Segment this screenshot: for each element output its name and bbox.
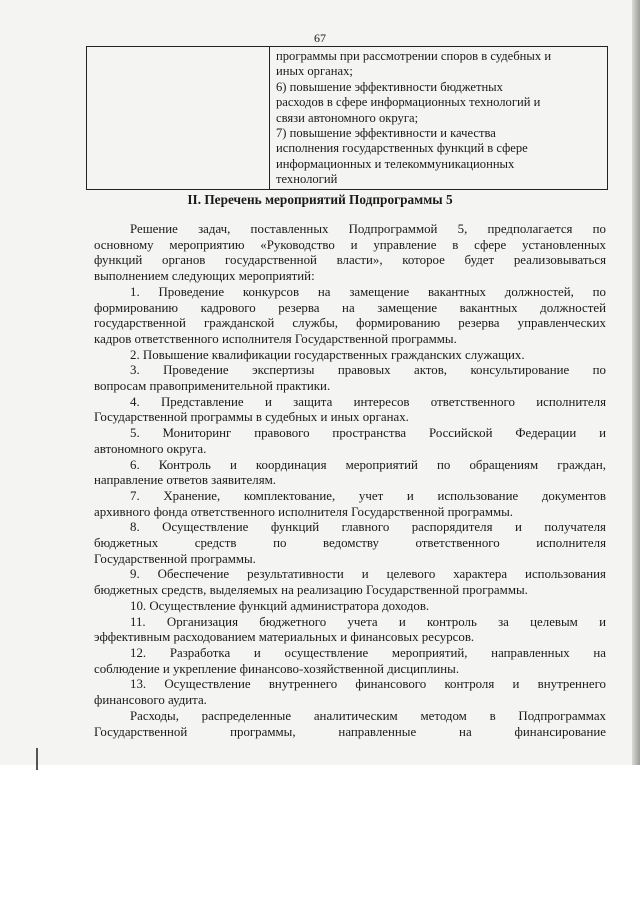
body-line: 13. Осуществление внутреннего финансового контроля и внутреннего <box>130 677 606 692</box>
body-line: 5. Мониторинг правового пространства Российской Федерации и <box>130 426 606 441</box>
body-line: Государственной программы в судебных и иных органах. <box>94 410 409 425</box>
body-line: основному мероприятию «Руководство и управление в сфере установленных <box>94 237 606 252</box>
body-line: бюджетных средств, выделяемых на реализацию Государственной программы. <box>94 583 528 598</box>
body-line: кадров ответственного исполнителя Государственной программы. <box>94 331 457 346</box>
body-line: формированию кадрового резерва на замещение вакантных должностей <box>94 300 606 315</box>
table-cell-line: 6) повышение эффективности бюджетных <box>276 79 503 94</box>
body-line: Расходы, распределенные аналитическим методом в Подпрограммах <box>130 708 606 723</box>
body-line: вопросам правоприменительной практики. <box>94 379 331 394</box>
body-line: 3. Проведение экспертизы правовых актов, консультирование по <box>130 363 606 378</box>
body-line: финансового аудита. <box>94 693 207 708</box>
body-line: 10. Осуществление функций администратора доходов. <box>130 598 430 613</box>
body-line: 2. Повышение квалификации государственных гражданских служащих. <box>130 347 525 362</box>
scan-edge-shadow <box>632 0 640 765</box>
page-number: 67 <box>314 31 326 45</box>
body-line: Решение задач, поставленных Подпрограммой 5, предполагается по <box>130 222 606 236</box>
table-cell-line: расходов в сфере информационных технологий и <box>276 95 541 110</box>
body-line: 6. Контроль и координация мероприятий по обращениям граждан, <box>130 457 606 472</box>
body-line: эффективным расходованием материальных и финансовых ресурсов. <box>94 630 475 645</box>
body-line: функций органов государственной власти», которое будет реализовываться <box>94 253 606 268</box>
table-cell-line: иных органах; <box>276 64 353 79</box>
table-cell-empty <box>87 47 270 190</box>
body-line: соблюдение и укрепление финансово-хозяйственной дисциплины. <box>94 661 460 676</box>
body-line: 12. Разработка и осуществление мероприятий, направленных на <box>130 645 606 660</box>
body-line: 4. Представление и защита интересов ответственного исполнителя <box>130 394 606 409</box>
body-line: выполнением следующих мероприятий: <box>94 269 315 284</box>
body-line: Государственной программы, направленные на финансирование <box>94 724 606 739</box>
table-cell-line: информационных и телекоммуникационных <box>276 156 515 171</box>
table-cell-line: технологий <box>276 172 338 187</box>
table-cell-line: связи автономного округа; <box>276 110 419 125</box>
body-text <box>94 222 606 740</box>
body-line: архивного фонда ответственного исполнителя Государственной программы. <box>94 504 514 519</box>
body-line: 11. Организация бюджетного учета и контроль за целевым и <box>130 614 606 629</box>
continuation-table <box>86 46 608 190</box>
body-line: бюджетных средств по ведомству ответственного исполнителя <box>94 536 606 551</box>
table-row <box>87 47 608 190</box>
body-line: Государственной программы. <box>94 551 256 566</box>
table-cell-line: программы при рассмотрении споров в судебных и <box>276 49 552 63</box>
body-line: 9. Обеспечение результативности и целевого характера использования <box>130 567 606 582</box>
body-line: направление ответов заявителям. <box>94 473 277 488</box>
scan-edge-mark <box>36 748 38 770</box>
table-cell-line: 7) повышение эффективности и качества <box>276 126 496 141</box>
body-line: государственной гражданской службы, формированию резерва управленческих <box>94 316 606 331</box>
body-line: 8. Осуществление функций главного распорядителя и получателя <box>130 520 606 535</box>
table-cell-line: исполнения государственных функций в сфере <box>276 141 528 156</box>
body-line: 7. Хранение, комплектование, учет и использование документов <box>130 488 606 503</box>
table-cell-text <box>270 47 608 190</box>
body-line: автономного округа. <box>94 441 207 456</box>
body-line: 1. Проведение конкурсов на замещение вакантных должностей, по <box>130 284 606 299</box>
section-title: II. Перечень мероприятий Подпрограммы 5 <box>187 192 453 207</box>
